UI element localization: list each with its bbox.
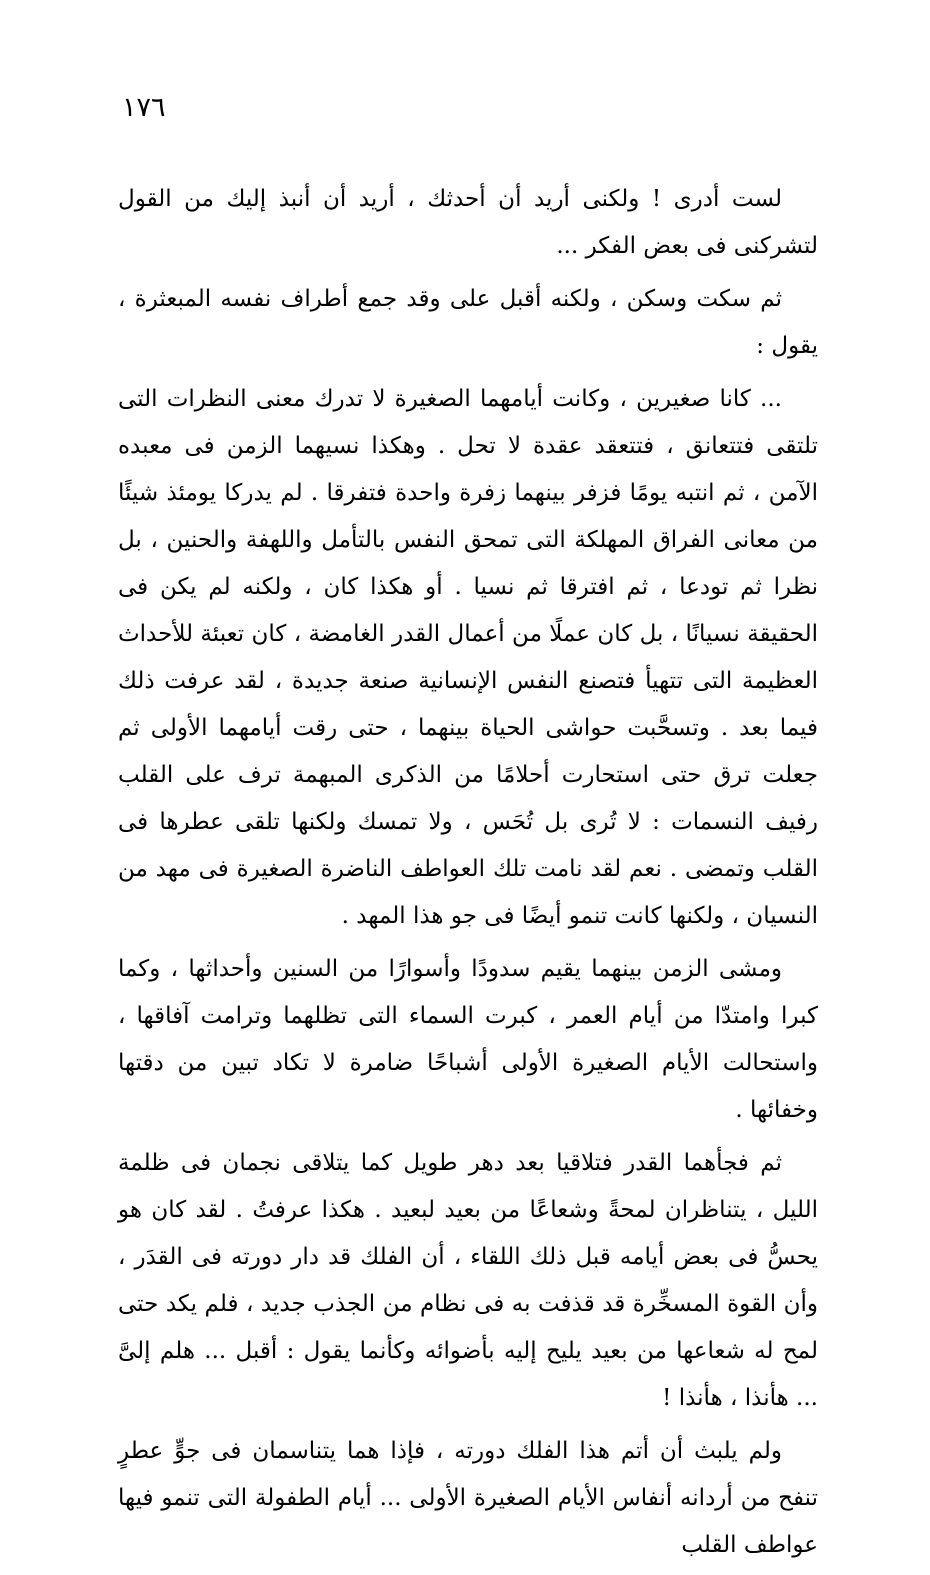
paragraph-2: ثم سكت وسكن ، ولكنه أقبل على وقد جمع أطراف نفسه المبعثرة ، يقول : [118,286,818,359]
page-number: ١٧٦ [122,92,166,123]
paragraph-4: ومشى الزمن بينهما يقيم سدودًا وأسوارًا من السنين وأحداثها ، وكما كبرا وامتدّا من أيام العمر ، كبرت السماء التى تظلهما وترامت آفاقها ، واستحالت الأيام الصغيرة الأولى أشباحًا ضامرة لا تكاد تبين من دقتها وخفائها . [118,956,818,1123]
body-text [118,176,818,1575]
paragraph-3: ... كانا صغيرين ، وكانت أيامهما الصغيرة لا تدرك معنى النظرات التى تلتقى فتتعانق ، فتتعقد عقدة لا تحل . وهكذا نسيهما الزمن فى معبده الآمن ، ثم انتبه يومًا فزفر بينهما زفرة واحدة فتفرقا . لم يدركا يومئذ شيئًا من معانى الفراق المهلكة التى تمحق النفس بالتأمل واللهفة والحنين ، بل نظرا ثم تودعا ، ثم افترقا ثم نسيا . أو هكذا كان ، ولكنه لم يكن فى الحقيقة نسيانًا ، بل كان عملًا من أعمال القدر الغامضة ، كان تعبئة للأحداث العظيمة التى تتهيأ فتصنع النفس الإنسانية صنعة جديدة ، لقد عرفت ذلك فيما بعد . وتسحَّبت حواشى الحياة بينهما ، حتى رقت أيامهما الأولى ثم جعلت ترق حتى استحارت أحلامًا من الذكرى المبهمة ترف على القلب رفيف النسمات : لا تُرى بل تُحَس ، ولا تمسك ولكنها تلقى عطرها فى القلب وتمضى . نعم لقد نامت تلك العواطف الناضرة الصغيرة فى مهد من النسيان ، ولكنها كانت تنمو أيضًا فى جو هذا المهد . [118,386,818,929]
paragraph-5: ثم فجأهما القدر فتلاقيا بعد دهر طويل كما يتلاقى نجمان فى ظلمة الليل ، يتناظران لمحةً وشعاعًا من بعيد لبعيد . هكذا عرفتُ . لقد كان هو يحسُّ فى بعض أيامه قبل ذلك اللقاء ، أن الفلك قد دار دورته فى القدَر ، وأن القوة المسخِّرة قد قذفت به فى نظام من الجذب جديد ، فلم يكد حتى لمح له شعاعها من بعيد يليح إليه بأضوائه وكأنما يقول : أقبل ... هلم إلىَّ ... هأنذا ، هأنذا ! [118,1150,818,1411]
paragraph-6: ولم يلبث أن أتم هذا الفلك دورته ، فإذا هما يتناسمان فى جوٍّ عطرٍ تنفح من أردانه أنفاس الأيام الصغيرة الأولى ... أيام الطفولة التى تنمو فيها عواطف القلب [118,1438,818,1558]
paragraph-1: لست أدرى ! ولكنى أريد أن أحدثك ، أريد أن أنبذ إليك من القول لتشركنى فى بعض الفكر ... [118,186,818,259]
